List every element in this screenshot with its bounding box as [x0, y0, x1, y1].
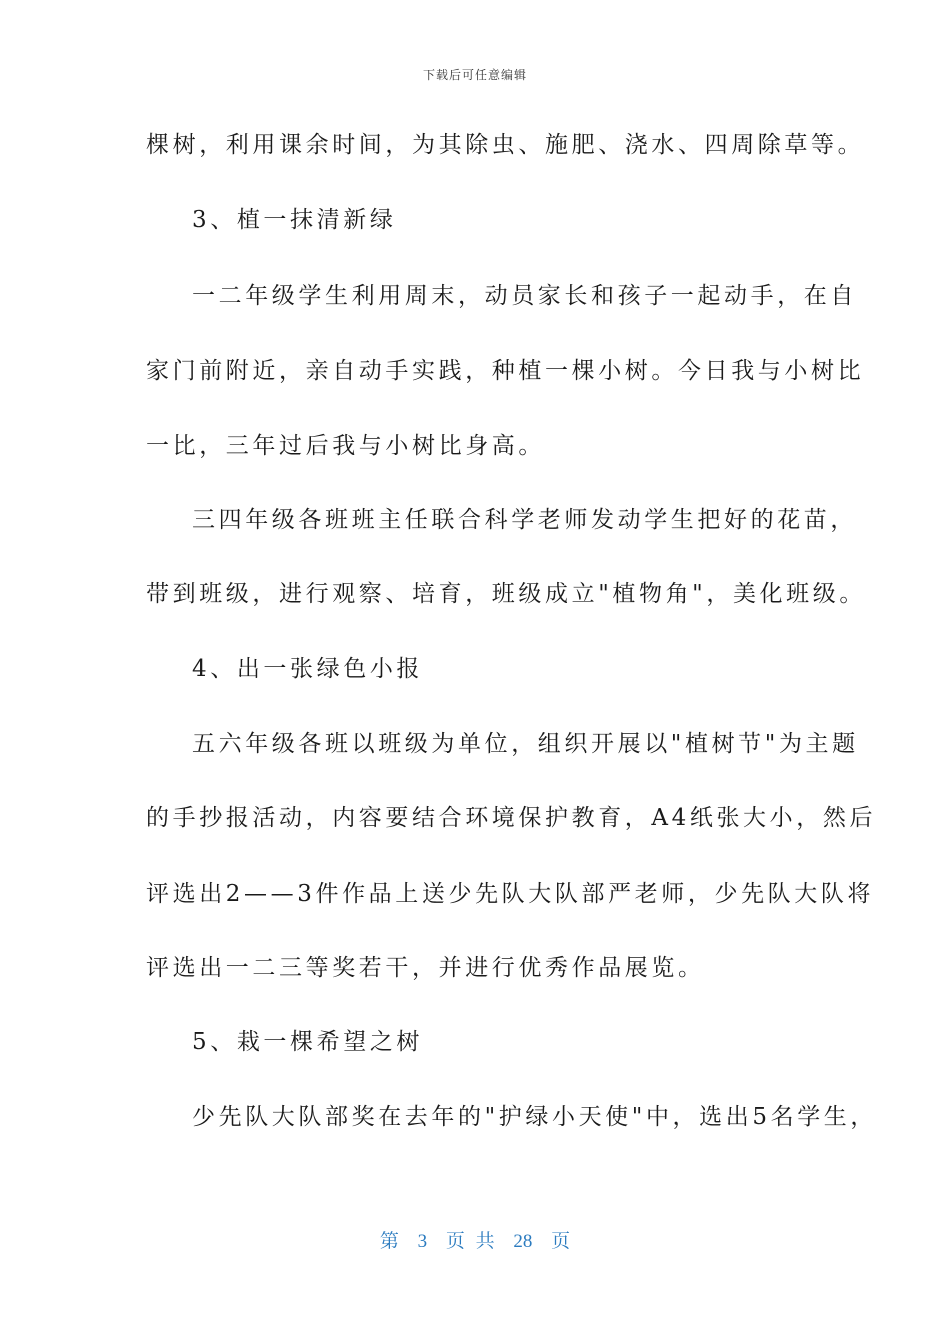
section-heading: 5、栽一棵希望之树	[192, 1029, 424, 1055]
body-line: 家门前附近，亲自动手实践，种植一棵小树。今日我与小树比	[146, 358, 865, 384]
body-line: 评选出一二三等奖若干，并进行优秀作品展览。	[146, 955, 705, 981]
body-line: 带到班级，进行观察、培育，班级成立"植物角"，美化班级。	[146, 581, 866, 607]
page-number: 3	[417, 1231, 428, 1252]
section-heading: 3、植一抹清新绿	[192, 207, 397, 233]
body-line: 评选出2——3件作品上送少先队大队部严老师，少先队大队将	[146, 881, 875, 907]
header-note: 下载后可任意编辑	[422, 68, 527, 82]
total-pages: 28	[513, 1231, 533, 1252]
page-label-prefix: 第	[379, 1231, 399, 1252]
page-footer	[0, 1226, 950, 1253]
page-label-mid: 页 共	[445, 1231, 495, 1252]
body-line: 少先队大队部奖在去年的"护绿小天使"中，选出5名学生，	[192, 1104, 877, 1130]
body-line: 五六年级各班以班级为单位，组织开展以"植树节"为主题	[192, 731, 859, 757]
page-label-suffix: 页	[551, 1231, 571, 1252]
body-line: 三四年级各班班主任联合科学老师发动学生把好的花苗，	[192, 507, 857, 533]
body-line: 棵树，利用课余时间，为其除虫、施肥、浇水、四周除草等。	[146, 132, 865, 158]
body-line: 的手抄报活动，内容要结合环境保护教育，A4纸张大小，然后	[146, 805, 877, 831]
body-line: 一比，三年过后我与小树比身高。	[146, 433, 545, 459]
body-line: 一二年级学生利用周末，动员家长和孩子一起动手，在自	[192, 283, 857, 309]
section-heading: 4、出一张绿色小报	[192, 656, 424, 682]
